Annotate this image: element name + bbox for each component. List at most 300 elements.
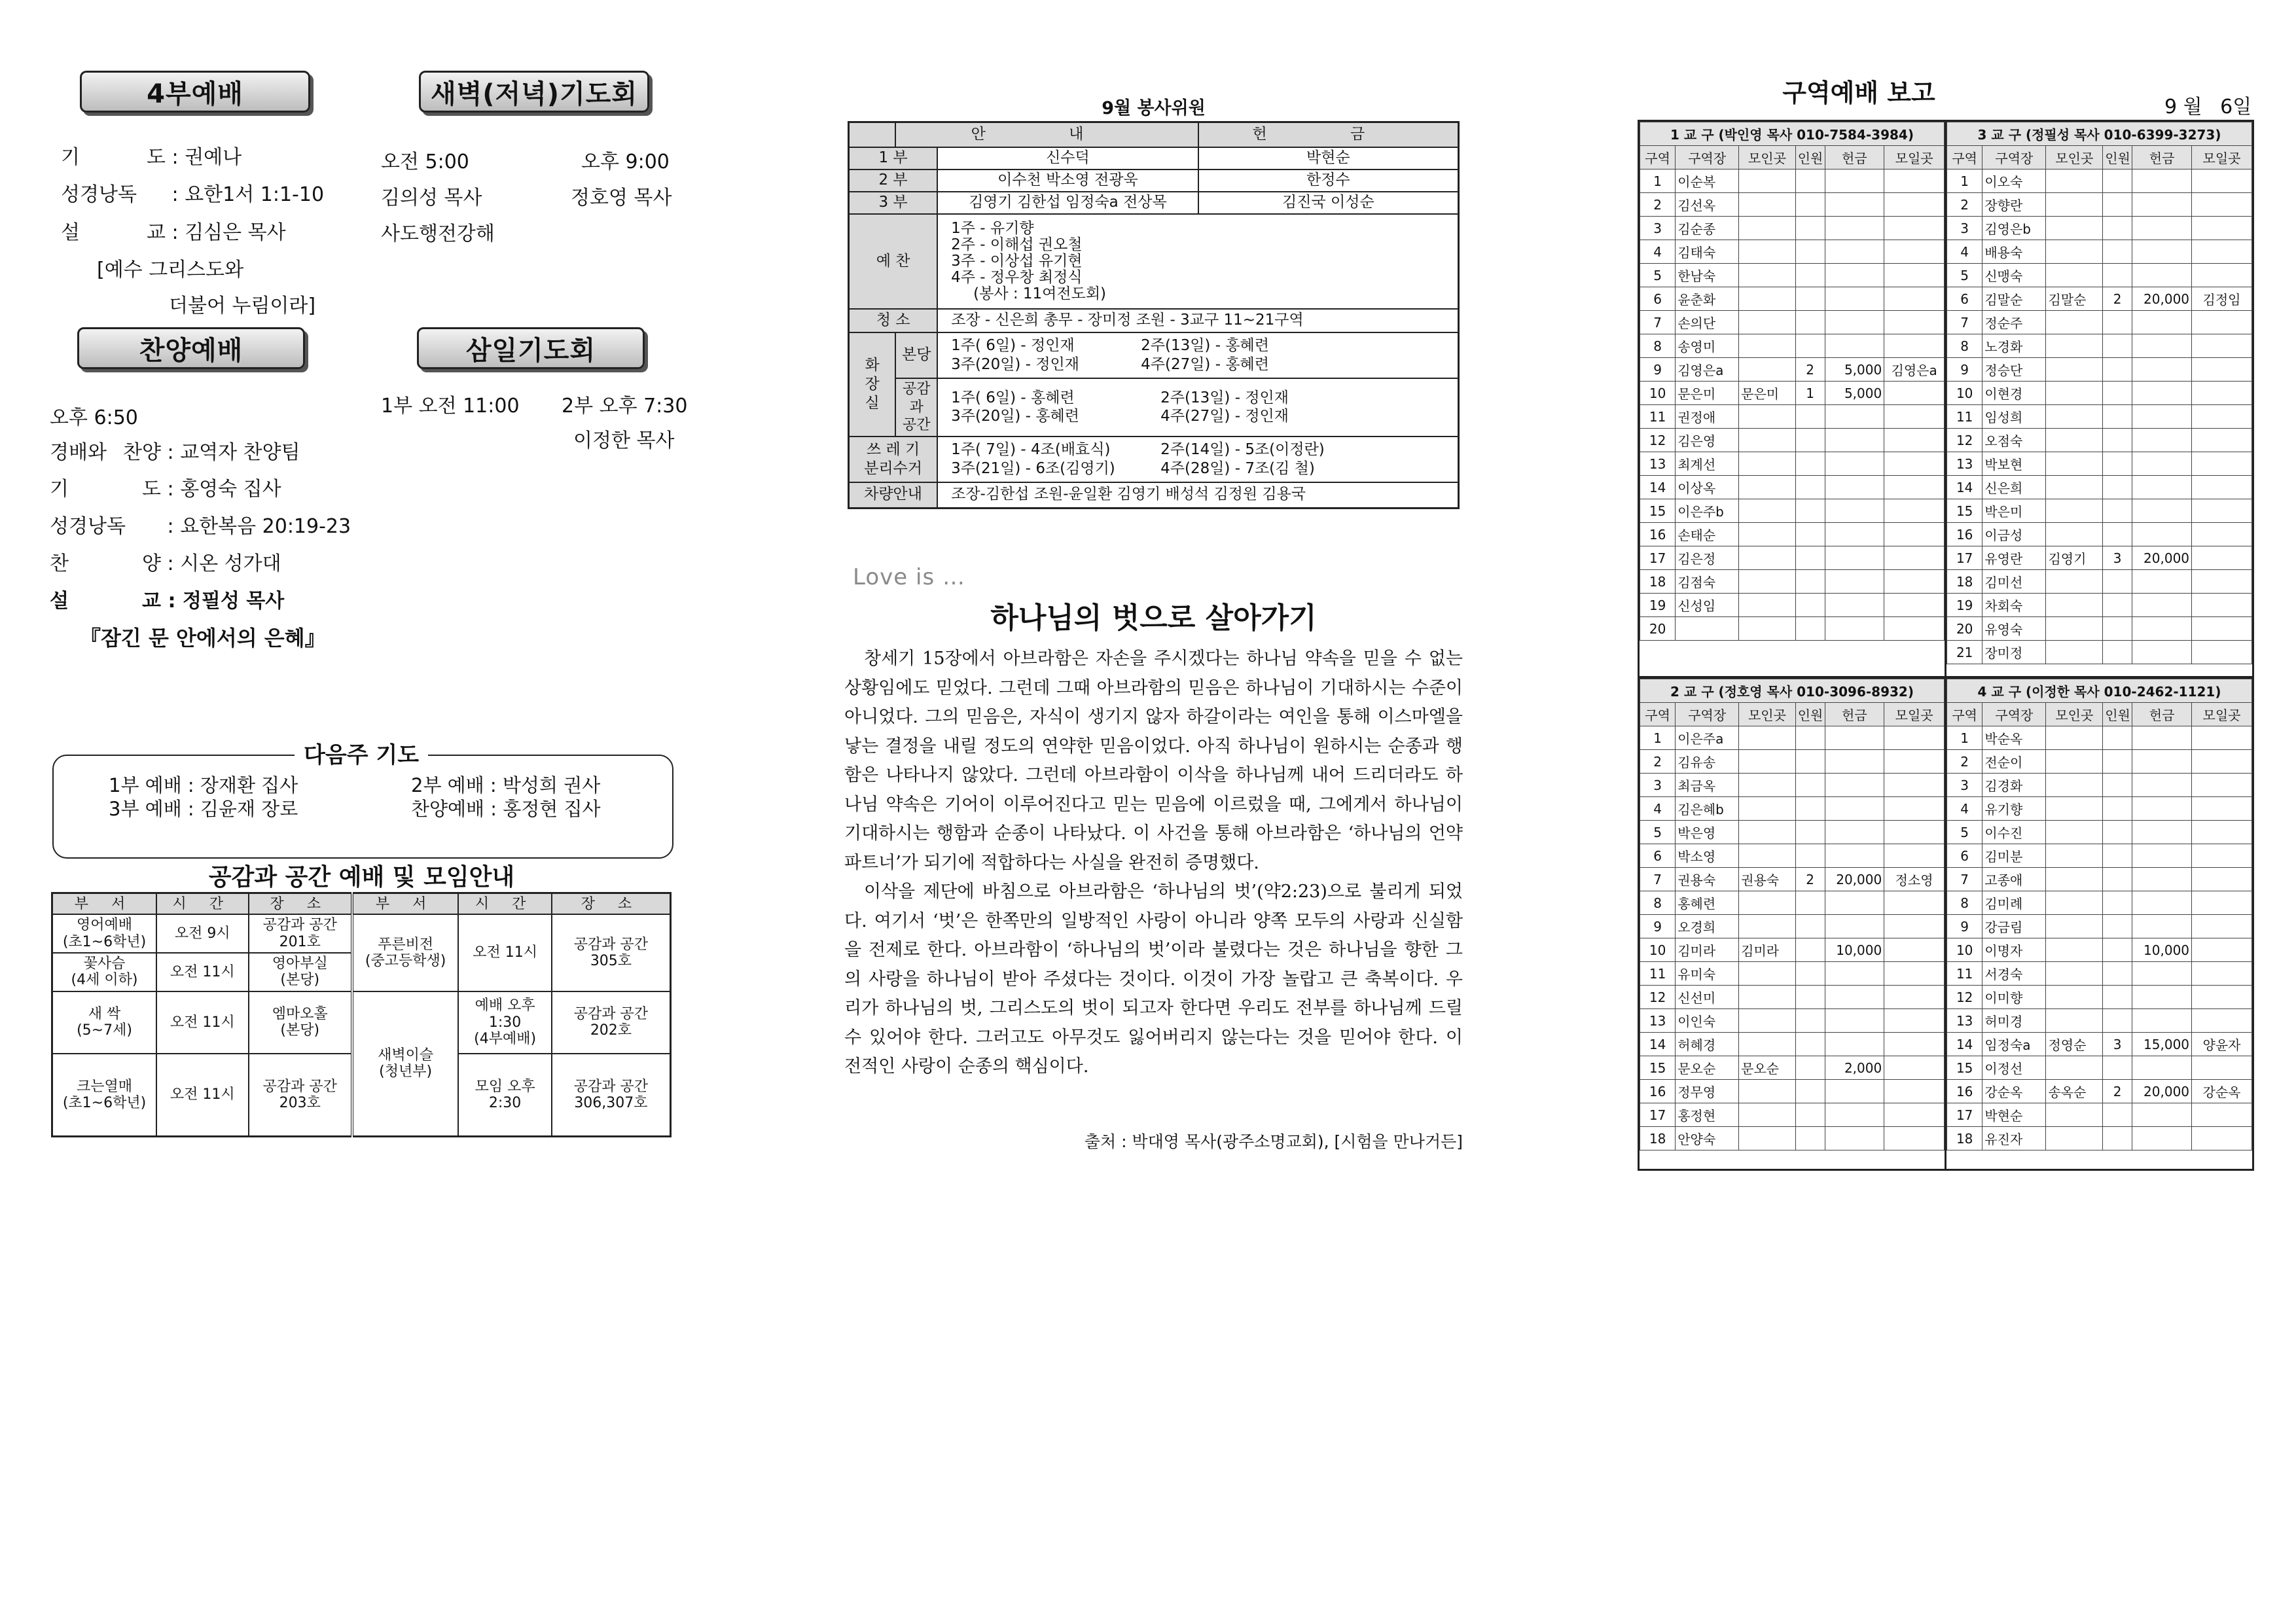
table-row <box>1640 938 1945 962</box>
group-cell <box>2103 844 2132 868</box>
table-row <box>1640 358 1945 382</box>
group-cell <box>1795 523 1825 546</box>
group-cell <box>1825 193 1884 217</box>
group-cell: 김은영 <box>1676 429 1739 452</box>
group-cell <box>1795 726 1825 750</box>
group-cell <box>1739 1009 1796 1033</box>
group-cell: 장미정 <box>1982 641 2046 664</box>
group-cell: 이수진 <box>1982 821 2046 844</box>
vol-offer: 김진국 이성순 <box>1198 192 1459 214</box>
group-cell: 양윤자 <box>2192 1033 2252 1056</box>
group-cell: 정순주 <box>1982 311 2046 334</box>
report-date: 9 월 6일 <box>2164 96 2252 118</box>
meetings-header: 시 간 <box>156 893 249 915</box>
group-cell: 6 <box>1640 287 1676 311</box>
group-cell <box>1739 334 1796 358</box>
group-cell: 5 <box>1640 264 1676 287</box>
group-cell <box>1884 617 1945 641</box>
group-cell <box>1795 938 1825 962</box>
group-cell <box>1884 1080 1945 1103</box>
group-cell <box>2132 523 2192 546</box>
table-row <box>1640 1103 1945 1127</box>
group-cell <box>2192 868 2252 891</box>
next-prayer-4: 찬양예배 : 홍정현 집사 <box>411 798 601 820</box>
group-column-header: 헌금 <box>1825 146 1884 169</box>
group-cell: 김영은b <box>1982 217 2046 240</box>
praise-choir: 찬 양 : 시온 성가대 <box>50 552 281 575</box>
group-cell <box>2192 429 2252 452</box>
group-cell <box>2103 617 2132 641</box>
group-cell <box>1884 264 1945 287</box>
group-cell: 문오순 <box>1739 1056 1796 1080</box>
group-cell <box>2046 641 2103 664</box>
vol-trash-label: 쓰 레 기 분리수거 <box>849 437 938 482</box>
group-cell <box>1825 523 1884 546</box>
group-cell <box>1739 915 1796 938</box>
meetings-header: 부 서 <box>352 893 458 915</box>
table-row <box>1947 169 2252 193</box>
table-row <box>1947 891 2252 915</box>
group-cell: 김영은a <box>1884 358 1945 382</box>
group-column-header: 모인곳 <box>1739 146 1796 169</box>
group-cell <box>1825 750 1884 774</box>
group-cell <box>1884 311 1945 334</box>
group-cell: 8 <box>1947 891 1982 915</box>
group-cell: 이인숙 <box>1676 1009 1739 1033</box>
group-cell <box>1884 499 1945 523</box>
group-cell: 8 <box>1640 891 1676 915</box>
group-cell <box>1795 169 1825 193</box>
meeting-time: 오전 11시 <box>156 1054 249 1137</box>
group-cell: 장향란 <box>1982 193 2046 217</box>
group-cell: 18 <box>1640 570 1676 594</box>
table-row <box>1947 844 2252 868</box>
table-row <box>1640 617 1945 641</box>
group-cell <box>1739 546 1796 570</box>
group-cell <box>2132 311 2192 334</box>
group-cell <box>2046 570 2103 594</box>
group-cell <box>1825 962 1884 986</box>
group-cell <box>2132 452 2192 476</box>
group-cell <box>2046 264 2103 287</box>
group-cell <box>2046 405 2103 429</box>
group-cell <box>2192 264 2252 287</box>
group-cell <box>2046 476 2103 499</box>
group-cell <box>1884 523 1945 546</box>
group-cell <box>1825 499 1884 523</box>
group-cell <box>2046 429 2103 452</box>
group-cell <box>1884 429 1945 452</box>
group-cell <box>1739 1103 1796 1127</box>
vol-offer: 한정수 <box>1198 169 1459 192</box>
group-column-header: 구역 <box>1947 146 1982 169</box>
group-cell: 정소영 <box>1884 868 1945 891</box>
praise-time: 오후 6:50 <box>50 406 138 429</box>
group-cell <box>1884 1127 1945 1150</box>
group-cell <box>2132 821 2192 844</box>
group-cell <box>2132 891 2192 915</box>
group-cell <box>2192 476 2252 499</box>
group-cell: 12 <box>1947 429 1982 452</box>
group-cell <box>2192 726 2252 750</box>
group-cell <box>2192 797 2252 821</box>
group-cell <box>2132 986 2192 1009</box>
group-cell <box>1884 844 1945 868</box>
group-cell <box>1884 405 1945 429</box>
group-cell: 2 <box>1795 868 1825 891</box>
meeting-place: 공감과 공간 305호 <box>552 914 671 991</box>
group-cell <box>1825 1127 1884 1150</box>
group-cell: 15,000 <box>2132 1033 2192 1056</box>
table-row <box>1640 429 1945 452</box>
group-cell <box>1884 382 1945 405</box>
table-row <box>1947 311 2252 334</box>
group-cell <box>1825 594 1884 617</box>
group-cell <box>2132 617 2192 641</box>
group-cell: 권용숙 <box>1676 868 1739 891</box>
group-cell <box>2046 1056 2103 1080</box>
group-cell <box>1795 499 1825 523</box>
group-cell <box>1825 1009 1884 1033</box>
group-cell <box>2192 405 2252 429</box>
group-column-header: 구역 <box>1640 146 1676 169</box>
group-cell: 10,000 <box>2132 938 2192 962</box>
group-cell <box>2132 844 2192 868</box>
group-1-panel <box>1640 122 1945 641</box>
group-cell <box>2046 499 2103 523</box>
group-cell: 19 <box>1947 594 1982 617</box>
group-cell: 4 <box>1947 797 1982 821</box>
meetings-header: 부 서 <box>52 893 157 915</box>
group-cell <box>1884 476 1945 499</box>
vol-offer: 박현순 <box>1198 147 1459 169</box>
group-column-header: 헌금 <box>2132 146 2192 169</box>
group-cell: 3 <box>1947 217 1982 240</box>
group-cell <box>1825 264 1884 287</box>
table-row <box>1947 1009 2252 1033</box>
group-table <box>1640 679 1945 1150</box>
group-cell: 이정선 <box>1982 1056 2046 1080</box>
group-cell: 신맹숙 <box>1982 264 2046 287</box>
vol-guide: 이수천 박소영 전광욱 <box>937 169 1198 192</box>
group-cell: 유영란 <box>1982 546 2046 570</box>
table-row <box>1640 452 1945 476</box>
group-cell <box>2103 750 2132 774</box>
group-cell: 3 <box>1640 217 1676 240</box>
table-row <box>1947 358 2252 382</box>
group-cell <box>1795 915 1825 938</box>
group-cell: 8 <box>1947 334 1982 358</box>
group-cell <box>1739 1080 1796 1103</box>
group-cell: 오경희 <box>1676 915 1739 938</box>
group-cell <box>2103 938 2132 962</box>
group-cell <box>1739 617 1796 641</box>
meeting-place: 공감과 공간 203호 <box>249 1054 352 1137</box>
group-cell <box>1795 264 1825 287</box>
group-cell: 박순옥 <box>1982 726 2046 750</box>
meeting-time: 오전 11시 <box>156 953 249 991</box>
group-cell: 10 <box>1640 382 1676 405</box>
group-cell <box>2046 750 2103 774</box>
group-cell <box>2192 844 2252 868</box>
group-cell <box>1825 570 1884 594</box>
group-cell <box>2132 264 2192 287</box>
group-cell <box>1825 405 1884 429</box>
group-cell: 김순종 <box>1676 217 1739 240</box>
group-cell <box>1795 452 1825 476</box>
group-cell <box>1884 1033 1945 1056</box>
vol-col-offer: 헌 금 <box>1198 122 1459 148</box>
group-cell <box>1884 546 1945 570</box>
worship4-sermon: 설 교 : 김심은 목사 <box>61 221 286 244</box>
group-cell <box>2192 962 2252 986</box>
next-prayer-1: 1부 예배 : 장재환 집사 <box>109 774 298 796</box>
group-cell <box>1825 169 1884 193</box>
group-column-header: 인원 <box>2103 146 2132 169</box>
group-cell: 김미라 <box>1676 938 1739 962</box>
group-cell: 김유송 <box>1676 750 1739 774</box>
group-cell: 2 <box>2103 1080 2132 1103</box>
group-cell <box>1739 287 1796 311</box>
dawn-time-1: 오전 5:00 <box>381 151 469 173</box>
group-cell: 2,000 <box>1825 1056 1884 1080</box>
group-cell: 20 <box>1640 617 1676 641</box>
group-cell <box>2046 217 2103 240</box>
group-cell <box>2192 986 2252 1009</box>
group-cell: 정승단 <box>1982 358 2046 382</box>
group-cell <box>2046 311 2103 334</box>
group-cell <box>1739 169 1796 193</box>
group-cell <box>1825 915 1884 938</box>
group-cell: 8 <box>1640 334 1676 358</box>
group-cell <box>2046 962 2103 986</box>
group-cell: 4 <box>1640 240 1676 264</box>
group-cell <box>1825 217 1884 240</box>
table-row <box>1640 986 1945 1009</box>
meeting-time: 예배 오후 1:30 (4부예배) <box>458 991 552 1054</box>
group-cell <box>1739 1033 1796 1056</box>
group-cell <box>1739 1127 1796 1150</box>
group-cell <box>1884 915 1945 938</box>
group-cell <box>2103 594 2132 617</box>
group-cell: 서경숙 <box>1982 962 2046 986</box>
wednesday-part2: 2부 오후 7:30 <box>562 395 688 418</box>
group-cell <box>1795 287 1825 311</box>
table-row <box>1947 641 2252 664</box>
meeting-dept: 푸른비전 (중고등학생) <box>352 914 458 991</box>
group-cell <box>2103 726 2132 750</box>
group-cell: 문은미 <box>1676 382 1739 405</box>
group-cell <box>1739 240 1796 264</box>
group-cell <box>1795 594 1825 617</box>
table-row <box>1947 797 2252 821</box>
group-cell: 차회숙 <box>1982 594 2046 617</box>
group-cell <box>2103 499 2132 523</box>
group-cell <box>1884 287 1945 311</box>
group-cell <box>1825 476 1884 499</box>
group-cell <box>2132 1056 2192 1080</box>
group-cell <box>2192 570 2252 594</box>
group-cell <box>2192 1103 2252 1127</box>
group-cell <box>2132 217 2192 240</box>
table-row <box>1947 1033 2252 1056</box>
group-cell: 2 <box>1640 193 1676 217</box>
group-cell <box>2132 962 2192 986</box>
group-cell <box>2046 915 2103 938</box>
table-row <box>1640 750 1945 774</box>
worship4-prayer: 기 도 : 권예나 <box>61 146 242 169</box>
group-cell <box>1739 594 1796 617</box>
group-cell <box>1739 726 1796 750</box>
group-cell: 박은미 <box>1982 499 2046 523</box>
group-cell: 9 <box>1640 915 1676 938</box>
meeting-dept: 영어예배 (초1~6학년) <box>52 914 157 953</box>
meeting-time: 모임 오후 2:30 <box>458 1054 552 1137</box>
table-row <box>1947 570 2252 594</box>
group-cell <box>1739 311 1796 334</box>
table-row <box>1640 1080 1945 1103</box>
vol-choir-label: 예 찬 <box>849 214 938 309</box>
group-cell <box>2103 962 2132 986</box>
group-cell: 전순이 <box>1982 750 2046 774</box>
group-cell: 19 <box>1640 594 1676 617</box>
group-cell <box>1739 405 1796 429</box>
group-column-header: 헌금 <box>2132 703 2192 726</box>
group-cell <box>2192 594 2252 617</box>
table-row <box>1640 499 1945 523</box>
group-cell <box>1825 844 1884 868</box>
group-cell: 손의단 <box>1676 311 1739 334</box>
group-cell <box>1825 452 1884 476</box>
group-cell: 11 <box>1947 405 1982 429</box>
article-paragraph-2: 이삭을 제단에 바침으로 아브라함은 ‘하나님의 벗’(약2:23)으로 불리게 되었다. 여기서 ‘벗’은 한쪽만의 일방적인 사랑이 아니라 양쪽 모두의 사랑과 신실함을 전제로 한다. 아브라함이 ‘하나님의 벗’이라 불렸다는 것은 하나님을 향한 그의 사랑을 하나님이 받아 주셨다는 것이다. 이것이 가장 놀랍고 큰 축복이다. 우리가 하나님의 벗, 그리스도의 벗이 되고자 한다면 우리도 전부를 하나님께 드릴 수 있어야 한다. 그러고도 아무것도 잃어버리지 않는다는 것을 믿어야 한다. 이 전적인 사랑이 순종의 핵심이다. <box>844 882 1463 1077</box>
group-cell <box>2103 1103 2132 1127</box>
table-row <box>1640 868 1945 891</box>
wednesday-title: 삼일기도회 <box>417 327 645 369</box>
group-cell <box>1739 429 1796 452</box>
group-cell: 10 <box>1640 938 1676 962</box>
table-row <box>1947 1080 2252 1103</box>
table-row <box>1640 774 1945 797</box>
vol-choir: 1주 - 유기향 2주 - 이해섭 권오철 3주 - 이상섭 유기현 4주 - 정우창 최정식 (봉사 : 11여전도회) <box>937 214 1458 309</box>
group-cell <box>2103 358 2132 382</box>
group-cell: 안양숙 <box>1676 1127 1739 1150</box>
group-cell: 9 <box>1640 358 1676 382</box>
group-column-header: 인원 <box>1795 703 1825 726</box>
group-cell <box>2103 570 2132 594</box>
group-cell <box>2192 523 2252 546</box>
group-cell: 정무영 <box>1676 1080 1739 1103</box>
group-cell: 이미향 <box>1982 986 2046 1009</box>
group-cell: 김태숙 <box>1676 240 1739 264</box>
group-cell: 유영숙 <box>1982 617 2046 641</box>
meetings-header: 장 소 <box>249 893 352 915</box>
table-row <box>1640 240 1945 264</box>
group-cell <box>2132 868 2192 891</box>
group-cell: 박은영 <box>1676 821 1739 844</box>
group-cell <box>2132 193 2192 217</box>
group-cell <box>2132 594 2192 617</box>
group-cell <box>1795 1103 1825 1127</box>
group-cell <box>1795 193 1825 217</box>
meeting-time: 오전 9시 <box>156 914 249 953</box>
group-cell: 신선미 <box>1676 986 1739 1009</box>
table-row <box>1640 915 1945 938</box>
group-cell <box>2046 334 2103 358</box>
group-cell <box>2192 169 2252 193</box>
group-cell: 2 <box>1947 193 1982 217</box>
group-cell <box>1884 193 1945 217</box>
volunteers-table <box>848 121 1460 509</box>
group-cell: 이상옥 <box>1676 476 1739 499</box>
group-cell <box>1795 891 1825 915</box>
group-cell: 9 <box>1947 915 1982 938</box>
group-cell <box>1825 821 1884 844</box>
group-cell <box>1795 750 1825 774</box>
meeting-place: 영아부실 (본당) <box>249 953 352 991</box>
table-row <box>1640 891 1945 915</box>
table-row <box>1947 429 2252 452</box>
group-cell <box>1739 797 1796 821</box>
group-cell: 유기향 <box>1982 797 2046 821</box>
group-cell <box>2192 774 2252 797</box>
group-cell: 박소영 <box>1676 844 1739 868</box>
table-row <box>1947 821 2252 844</box>
group-cell: 강순옥 <box>1982 1080 2046 1103</box>
group-2-panel <box>1640 679 1945 1150</box>
vol-main-label: 본당 <box>895 332 937 378</box>
group-cell <box>2046 169 2103 193</box>
group-cell <box>2046 240 2103 264</box>
group-cell: 박보현 <box>1982 452 2046 476</box>
group-cell <box>2103 891 2132 915</box>
praise-reading: 성경낭독 : 요한복음 20:19-23 <box>50 515 351 538</box>
group-column-header: 구역 <box>1947 703 1982 726</box>
group-cell <box>2046 617 2103 641</box>
group-cell <box>1884 986 1945 1009</box>
worship4-title: 4부예배 <box>80 71 310 113</box>
group-cell: 이은주a <box>1676 726 1739 750</box>
group-cell <box>2132 797 2192 821</box>
group-cell <box>2192 1056 2252 1080</box>
group-cell <box>2132 750 2192 774</box>
table-row <box>1947 868 2252 891</box>
group-cell <box>2103 797 2132 821</box>
group-cell <box>1825 1103 1884 1127</box>
group-cell <box>2103 821 2132 844</box>
group-cell <box>1884 797 1945 821</box>
vol-part-label: 3 부 <box>849 192 938 214</box>
group-cell <box>2103 868 2132 891</box>
table-row <box>1947 499 2252 523</box>
group-cell <box>2046 523 2103 546</box>
group-cell <box>2192 334 2252 358</box>
group-cell <box>1795 217 1825 240</box>
group-cell <box>1825 429 1884 452</box>
group-cell: 17 <box>1947 546 1982 570</box>
table-row <box>1947 382 2252 405</box>
group-cell <box>2132 499 2192 523</box>
group-cell: 3 <box>1947 774 1982 797</box>
vol-guide: 신수덕 <box>937 147 1198 169</box>
group-cell <box>1884 169 1945 193</box>
group-cell: 20,000 <box>2132 1080 2192 1103</box>
group-cell: 15 <box>1640 499 1676 523</box>
group-cell: 13 <box>1947 452 1982 476</box>
meeting-place: 엠마오홀 (본당) <box>249 991 352 1054</box>
group-cell <box>1795 844 1825 868</box>
group-cell <box>2103 915 2132 938</box>
